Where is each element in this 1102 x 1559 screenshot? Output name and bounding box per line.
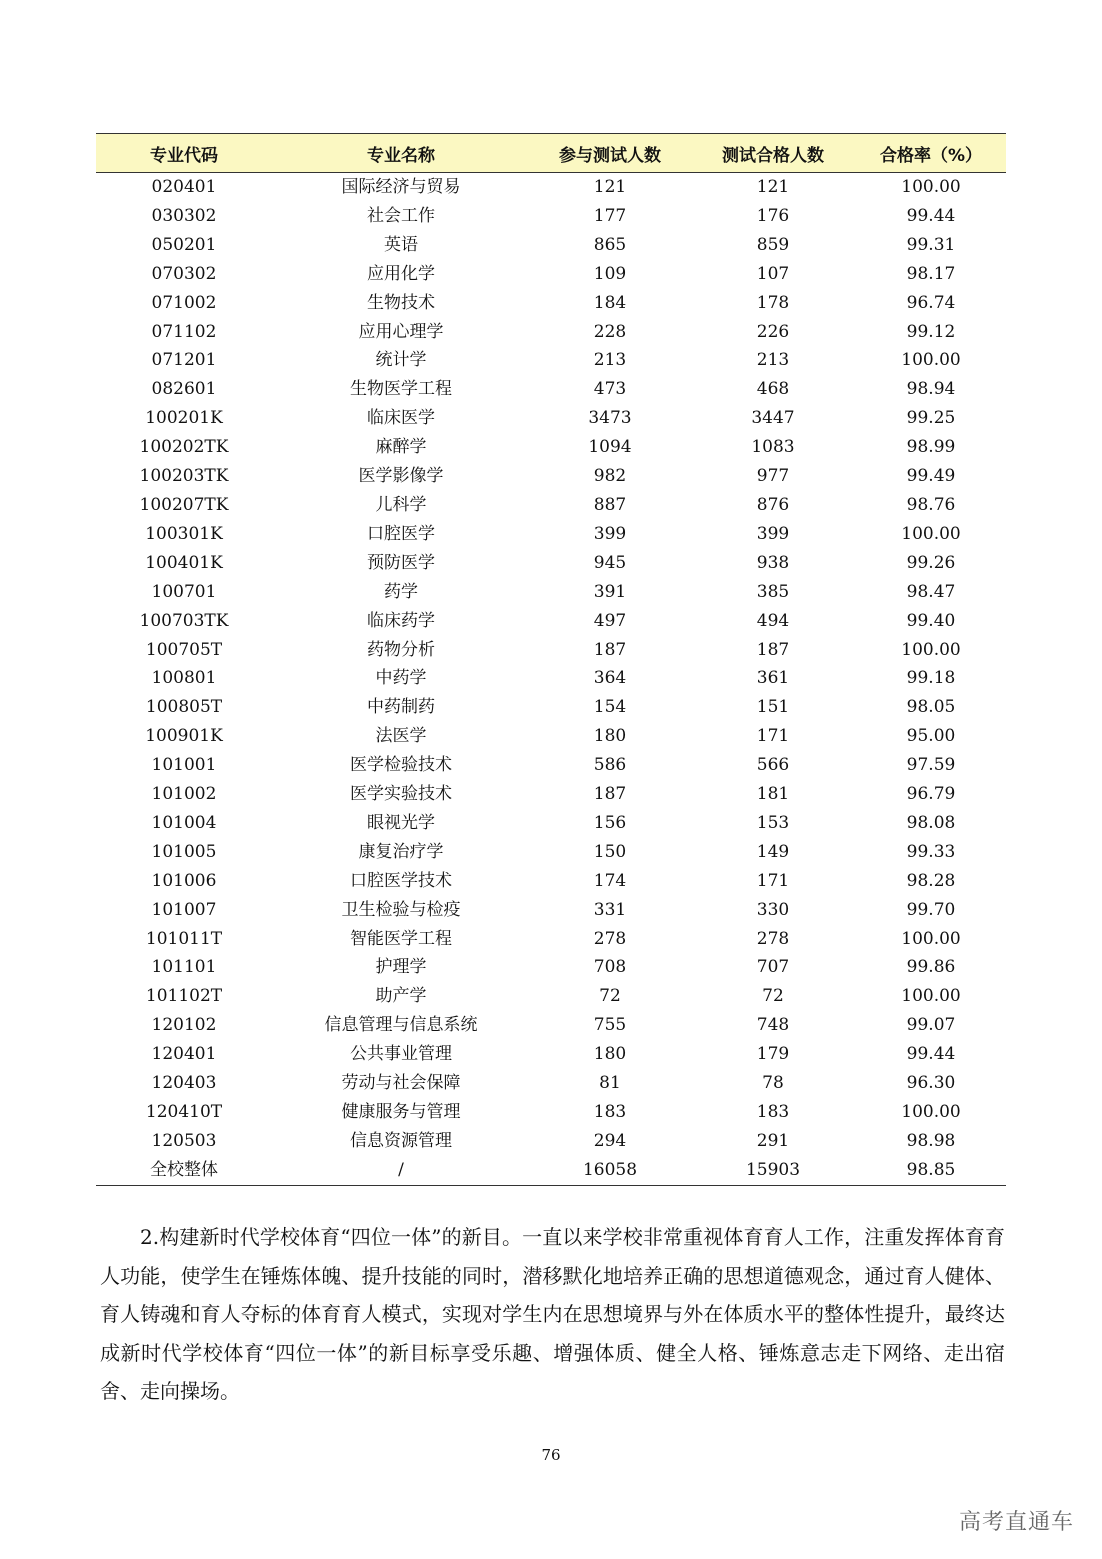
cell-participants: 982 bbox=[593, 466, 627, 487]
cell-major-code: 030302 bbox=[151, 205, 217, 226]
cell-passed: 176 bbox=[756, 205, 790, 226]
cell-participants: 72 bbox=[599, 986, 621, 1007]
cell-participants: 184 bbox=[593, 292, 627, 313]
table-row bbox=[96, 1156, 1006, 1185]
cell-passed: 3447 bbox=[751, 408, 795, 429]
cell-pass-rate: 98.05 bbox=[906, 697, 956, 718]
cell-major-code: 100801 bbox=[151, 668, 217, 689]
cell-passed: 183 bbox=[756, 1102, 790, 1122]
cell-major-name: 劳动与社会保障 bbox=[341, 1073, 461, 1094]
cell-pass-rate: 99.40 bbox=[906, 610, 956, 631]
cell-major-name: 医学检验技术 bbox=[350, 755, 452, 776]
cell-pass-rate: 99.49 bbox=[906, 466, 956, 487]
table-row bbox=[96, 520, 1006, 549]
cell-passed: 187 bbox=[756, 639, 790, 660]
cell-participants: 177 bbox=[593, 205, 627, 226]
cell-participants: 399 bbox=[593, 523, 627, 544]
cell-major-name: 眼视光学 bbox=[367, 812, 435, 833]
cell-major-code: 100301K bbox=[145, 523, 223, 544]
cell-major-name: 信息资源管理 bbox=[350, 1130, 452, 1151]
table-row bbox=[96, 607, 1006, 636]
cell-major-name: 生物医学工程 bbox=[350, 379, 452, 400]
cell-pass-rate: 98.94 bbox=[906, 379, 956, 400]
cell-passed: 171 bbox=[756, 870, 790, 891]
cell-passed: 468 bbox=[756, 379, 790, 400]
cell-participants: 16058 bbox=[530, 1156, 690, 1185]
cell-passed: 494 bbox=[756, 610, 790, 631]
table-header-row bbox=[96, 134, 1006, 173]
header-major-code: 专业代码 bbox=[96, 134, 272, 173]
cell-major-name: 应用心理学 bbox=[358, 321, 444, 342]
cell-pass-rate: 100.00 bbox=[901, 350, 961, 371]
cell-participants: 180 bbox=[593, 726, 627, 747]
cell-major-name: 口腔医学技术 bbox=[350, 870, 452, 891]
cell-pass-rate: 98.17 bbox=[906, 263, 956, 284]
cell-major-code: 101102T bbox=[145, 986, 223, 1007]
cell-major-code: 120403 bbox=[151, 1073, 217, 1094]
cell-passed: 938 bbox=[756, 552, 790, 573]
cell-passed: 385 bbox=[756, 581, 790, 602]
cell-major-code: 101001 bbox=[151, 755, 217, 776]
table-row bbox=[96, 1040, 1006, 1069]
cell-participants: 294 bbox=[593, 1130, 627, 1151]
cell-major-name: 英语 bbox=[384, 234, 418, 255]
table-row bbox=[96, 636, 1006, 665]
cell-participants: 331 bbox=[593, 899, 627, 920]
table-row bbox=[96, 346, 1006, 375]
cell-participants: 156 bbox=[593, 812, 627, 833]
cell-major-name: 护理学 bbox=[375, 957, 427, 978]
table-row bbox=[96, 780, 1006, 809]
table-row bbox=[96, 318, 1006, 347]
cell-participants: 183 bbox=[593, 1102, 627, 1122]
cell-major-code: 101006 bbox=[151, 870, 217, 891]
cell-major-code: 100201K bbox=[145, 408, 223, 429]
cell-passed: 151 bbox=[756, 697, 790, 718]
cell-pass-rate: 99.26 bbox=[906, 552, 956, 573]
cell-major-code: 120102 bbox=[151, 1015, 217, 1036]
table-row bbox=[96, 491, 1006, 520]
table-row bbox=[96, 809, 1006, 838]
header-major-name: 专业名称 bbox=[272, 134, 530, 173]
cell-pass-rate: 96.30 bbox=[906, 1073, 956, 1094]
cell-major-name: 中药学 bbox=[375, 668, 427, 689]
cell-passed: 977 bbox=[756, 466, 790, 487]
cell-pass-rate: 95.00 bbox=[906, 726, 956, 747]
cell-passed: 179 bbox=[756, 1044, 790, 1065]
cell-major-code: 100202TK bbox=[139, 437, 229, 458]
cell-major-name: 公共事业管理 bbox=[350, 1044, 452, 1065]
cell-pass-rate: 100.00 bbox=[901, 177, 961, 197]
cell-participants: 364 bbox=[593, 668, 627, 689]
cell-major-code: 100203TK bbox=[139, 466, 229, 487]
table-row bbox=[96, 953, 1006, 982]
table-row bbox=[96, 549, 1006, 578]
cell-major-code: 101007 bbox=[151, 899, 217, 920]
cell-major-code: 071201 bbox=[151, 350, 217, 371]
cell-major-code: 100207TK bbox=[139, 494, 229, 515]
cell-participants: 945 bbox=[593, 552, 627, 573]
cell-participants: 180 bbox=[593, 1044, 627, 1065]
cell-passed: 330 bbox=[756, 899, 790, 920]
cell-pass-rate: 98.47 bbox=[906, 581, 956, 602]
cell-major-name: 助产学 bbox=[375, 986, 427, 1007]
cell-pass-rate: 96.74 bbox=[906, 292, 956, 313]
cell-participants: 497 bbox=[593, 610, 627, 631]
cell-major-name: 麻醉学 bbox=[375, 437, 427, 458]
cell-pass-rate: 99.70 bbox=[906, 899, 956, 920]
cell-major-name: 临床药学 bbox=[367, 610, 435, 631]
header-participants: 参与测试人数 bbox=[530, 134, 690, 173]
cell-passed: 107 bbox=[756, 263, 790, 284]
table-row bbox=[96, 173, 1006, 202]
cell-major-code: 120401 bbox=[151, 1044, 217, 1065]
cell-participants: 1094 bbox=[588, 437, 632, 458]
cell-passed: 149 bbox=[756, 841, 790, 862]
cell-major-code: 082601 bbox=[151, 379, 217, 400]
table-row bbox=[96, 1069, 1006, 1098]
cell-major-code: 101011T bbox=[145, 928, 223, 949]
cell-participants: 887 bbox=[593, 494, 627, 515]
cell-major-name: 生物技术 bbox=[367, 292, 435, 313]
table-row bbox=[96, 896, 1006, 925]
cell-major-code: 101005 bbox=[151, 841, 217, 862]
cell-major-name: 预防医学 bbox=[367, 552, 435, 573]
cell-pass-rate: 99.25 bbox=[906, 408, 956, 429]
table-row bbox=[96, 231, 1006, 260]
cell-pass-rate: 99.31 bbox=[906, 234, 956, 255]
header-pass-rate: 合格率（%） bbox=[856, 134, 1006, 173]
cell-passed: 361 bbox=[756, 668, 790, 689]
body-paragraph: 2.构建新时代学校体育“四位一体”的新目。一直以来学校非常重视体育育人工作，注重发挥体育育人功能，使学生在锤炼体魄、提升技能的同时，潜移默化地培养正确的思想道德观念，通过育人健体、育人铸魂和育人夺标的体育育人模式，实现对学生内在思想境界与外在体质水平的整体性提升，最终达成新时代学校体育“四位一体”的新目标享受乐趣、增强体质、健全人格、锤炼意志走下网络、走出宿舍、走向操场。 bbox=[100, 1225, 1005, 1403]
cell-passed: 78 bbox=[762, 1073, 784, 1094]
pass-rate-table-container bbox=[96, 133, 1006, 1186]
cell-participants: 391 bbox=[593, 581, 627, 602]
cell-participants: 473 bbox=[593, 379, 627, 400]
cell-major-code: 100701 bbox=[151, 581, 217, 602]
cell-pass-rate: 98.76 bbox=[906, 494, 956, 515]
table-row bbox=[96, 462, 1006, 491]
cell-passed: 566 bbox=[756, 755, 790, 776]
cell-participants: 708 bbox=[593, 957, 627, 978]
table-row bbox=[96, 693, 1006, 722]
cell-pass-rate: 98.98 bbox=[906, 1130, 956, 1151]
cell-major-code: 120503 bbox=[151, 1130, 217, 1151]
cell-major-code: 100705T bbox=[145, 639, 223, 660]
cell-participants: 121 bbox=[593, 177, 627, 197]
cell-passed: 72 bbox=[762, 986, 784, 1007]
cell-passed: 15903 bbox=[690, 1156, 856, 1185]
cell-pass-rate: 99.18 bbox=[906, 668, 956, 689]
cell-major-name: 法医学 bbox=[375, 726, 427, 747]
cell-passed: 153 bbox=[756, 812, 790, 833]
cell-pass-rate: 99.44 bbox=[906, 1044, 956, 1065]
cell-major-name: 口腔医学 bbox=[367, 523, 435, 544]
cell-major-code: 全校整体 bbox=[96, 1156, 272, 1185]
table-row bbox=[96, 260, 1006, 289]
cell-passed: 1083 bbox=[751, 437, 795, 458]
table-row bbox=[96, 1127, 1006, 1156]
table-row bbox=[96, 202, 1006, 231]
cell-passed: 748 bbox=[756, 1015, 790, 1036]
cell-pass-rate: 98.08 bbox=[906, 812, 956, 833]
cell-pass-rate: 100.00 bbox=[901, 986, 961, 1007]
table-row bbox=[96, 289, 1006, 318]
page-number: 76 bbox=[541, 1446, 561, 1464]
cell-major-code: 020401 bbox=[151, 177, 217, 197]
cell-major-code: 101101 bbox=[151, 957, 217, 978]
cell-major-name: 信息管理与信息系统 bbox=[324, 1015, 478, 1036]
header-passed: 测试合格人数 bbox=[690, 134, 856, 173]
cell-major-name: 药物分析 bbox=[367, 639, 435, 660]
table-row bbox=[96, 1098, 1006, 1127]
cell-pass-rate: 100.00 bbox=[901, 639, 961, 660]
table-row bbox=[96, 751, 1006, 780]
cell-passed: 226 bbox=[756, 321, 790, 342]
cell-participants: 109 bbox=[593, 263, 627, 284]
cell-pass-rate: 99.07 bbox=[906, 1015, 956, 1036]
cell-pass-rate: 100.00 bbox=[901, 1102, 961, 1122]
cell-major-code: 100401K bbox=[145, 552, 223, 573]
cell-major-name: 医学实验技术 bbox=[350, 784, 452, 805]
cell-major-code: 070302 bbox=[151, 263, 217, 284]
cell-participants: 150 bbox=[593, 841, 627, 862]
cell-major-code: 071002 bbox=[151, 292, 217, 313]
table-row bbox=[96, 838, 1006, 867]
cell-major-code: 120410T bbox=[145, 1102, 223, 1122]
cell-pass-rate: 98.99 bbox=[906, 437, 956, 458]
cell-participants: 213 bbox=[593, 350, 627, 371]
table-row bbox=[96, 433, 1006, 462]
cell-participants: 81 bbox=[599, 1073, 621, 1094]
cell-pass-rate: 99.33 bbox=[906, 841, 956, 862]
cell-major-name: 药学 bbox=[384, 581, 418, 602]
cell-pass-rate: 98.28 bbox=[906, 870, 956, 891]
cell-major-code: 101002 bbox=[151, 784, 217, 805]
table-row bbox=[96, 578, 1006, 607]
cell-passed: 171 bbox=[756, 726, 790, 747]
cell-major-name: / bbox=[272, 1156, 530, 1185]
cell-participants: 865 bbox=[593, 234, 627, 255]
cell-participants: 187 bbox=[593, 784, 627, 805]
cell-participants: 228 bbox=[593, 321, 627, 342]
cell-pass-rate: 98.85 bbox=[856, 1156, 1006, 1185]
table-row bbox=[96, 867, 1006, 896]
watermark: 高考直通车 bbox=[958, 1510, 1074, 1535]
cell-passed: 876 bbox=[756, 494, 790, 515]
cell-passed: 278 bbox=[756, 928, 790, 949]
cell-major-code: 071102 bbox=[151, 321, 217, 342]
cell-major-name: 应用化学 bbox=[367, 263, 435, 284]
cell-passed: 859 bbox=[756, 234, 790, 255]
cell-passed: 213 bbox=[756, 350, 790, 371]
cell-major-name: 统计学 bbox=[375, 350, 427, 371]
cell-major-name: 康复治疗学 bbox=[358, 841, 444, 862]
cell-major-name: 儿科学 bbox=[375, 494, 427, 515]
cell-participants: 187 bbox=[593, 639, 627, 660]
cell-pass-rate: 100.00 bbox=[901, 523, 961, 544]
cell-pass-rate: 96.79 bbox=[906, 784, 956, 805]
table-row bbox=[96, 404, 1006, 433]
table-row bbox=[96, 722, 1006, 751]
table-row bbox=[96, 664, 1006, 693]
cell-participants: 3473 bbox=[588, 408, 632, 429]
cell-participants: 278 bbox=[593, 928, 627, 949]
cell-passed: 399 bbox=[756, 523, 790, 544]
table-row bbox=[96, 925, 1006, 954]
cell-pass-rate: 99.86 bbox=[906, 957, 956, 978]
cell-pass-rate: 100.00 bbox=[901, 928, 961, 949]
cell-major-name: 中药制药 bbox=[367, 697, 435, 718]
cell-passed: 181 bbox=[756, 784, 790, 805]
cell-passed: 121 bbox=[756, 177, 790, 197]
table-row bbox=[96, 375, 1006, 404]
cell-passed: 707 bbox=[756, 957, 790, 978]
cell-major-name: 健康服务与管理 bbox=[341, 1102, 461, 1122]
cell-major-code: 100703TK bbox=[139, 610, 229, 631]
cell-major-name: 社会工作 bbox=[367, 205, 435, 226]
cell-major-name: 国际经济与贸易 bbox=[341, 177, 461, 197]
cell-major-code: 100805T bbox=[145, 697, 223, 718]
cell-participants: 154 bbox=[593, 697, 627, 718]
cell-passed: 291 bbox=[756, 1130, 790, 1151]
cell-major-code: 100901K bbox=[145, 726, 223, 747]
table-row bbox=[96, 1011, 1006, 1040]
cell-passed: 178 bbox=[756, 292, 790, 313]
cell-major-name: 卫生检验与检疫 bbox=[341, 899, 461, 920]
cell-major-name: 临床医学 bbox=[367, 408, 435, 429]
cell-major-code: 101004 bbox=[151, 812, 217, 833]
cell-major-name: 医学影像学 bbox=[358, 466, 444, 487]
cell-major-code: 050201 bbox=[151, 234, 217, 255]
cell-participants: 586 bbox=[593, 755, 627, 776]
cell-participants: 755 bbox=[593, 1015, 627, 1036]
table-body bbox=[96, 173, 1006, 1186]
table-row bbox=[96, 982, 1006, 1011]
cell-pass-rate: 99.44 bbox=[906, 205, 956, 226]
cell-pass-rate: 99.12 bbox=[906, 321, 956, 342]
cell-participants: 174 bbox=[593, 870, 627, 891]
cell-major-name: 智能医学工程 bbox=[350, 928, 452, 949]
cell-pass-rate: 97.59 bbox=[906, 755, 956, 776]
pass-rate-table bbox=[96, 133, 1006, 1186]
